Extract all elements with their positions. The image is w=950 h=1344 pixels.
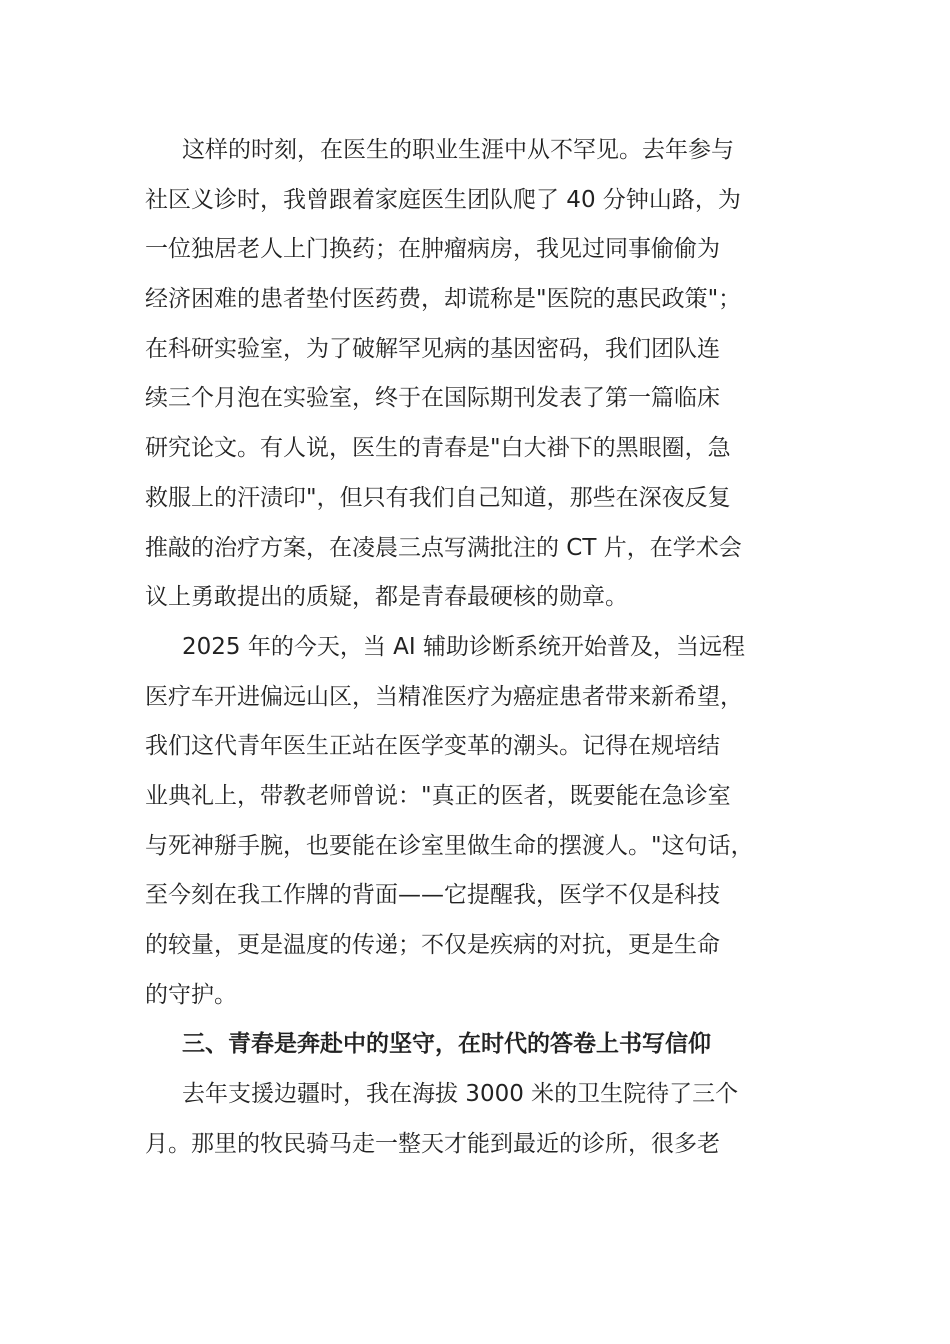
text-line: 经济困难的患者垫付医药费，却谎称是"医院的惠民政策"； — [145, 286, 742, 313]
text-line: 去年支援边疆时，我在海拔 3000 米的卫生院待了三个 — [182, 1081, 739, 1108]
text-line: 研究论文。有人说，医生的青春是"白大褂下的黑眼圈，急 — [145, 435, 731, 462]
text-line: 救服上的汗渍印"，但只有我们自己知道，那些在深夜反复 — [145, 484, 731, 511]
text-line: 在科研实验室，为了破解罕见病的基因密码，我们团队连 — [145, 335, 720, 362]
section-heading: 三、青春是奔赴中的坚守，在时代的答卷上书写信仰 — [182, 1031, 711, 1058]
text-line: 议上勇敢提出的质疑，都是青春最硬核的勋章。 — [145, 584, 628, 611]
text-line: 这样的时刻，在医生的职业生涯中从不罕见。去年参与 — [182, 137, 734, 163]
text-line: 我们这代青年医生正站在医学变革的潮头。记得在规培结 — [145, 733, 720, 760]
text-line: 续三个月泡在实验室，终于在国际期刊发表了第一篇临床 — [145, 385, 720, 412]
text-line: 2025 年的今天，当 AI 辅助诊断系统开始普及，当远程 — [182, 633, 745, 660]
text-line: 推敲的治疗方案，在凌晨三点写满批注的 CT 片，在学术会 — [145, 534, 742, 561]
text-line: 与死神掰手腕，也要能在诊室里做生命的摆渡人。"这句话， — [145, 832, 754, 859]
document-body — [145, 126, 820, 1169]
text-line: 月。那里的牧民骑马走一整天才能到最近的诊所，很多老 — [145, 1130, 720, 1157]
text-line: 一位独居老人上门换药；在肿瘤病房，我见过同事偷偷为 — [145, 236, 720, 263]
text-line: 至今刻在我工作牌的背面——它提醒我，医学不仅是科技 — [145, 882, 720, 909]
text-line: 业典礼上，带教老师曾说："真正的医者，既要能在急诊室 — [145, 782, 731, 809]
text-line: 的较量，更是温度的传递；不仅是疾病的对抗，更是生命 — [145, 932, 720, 958]
text-line: 医疗车开进偏远山区，当精准医疗为癌症患者带来新希望， — [145, 683, 743, 710]
text-line: 的守护。 — [145, 981, 237, 1008]
text-line: 社区义诊时，我曾跟着家庭医生团队爬了 40 分钟山路，为 — [145, 186, 741, 213]
